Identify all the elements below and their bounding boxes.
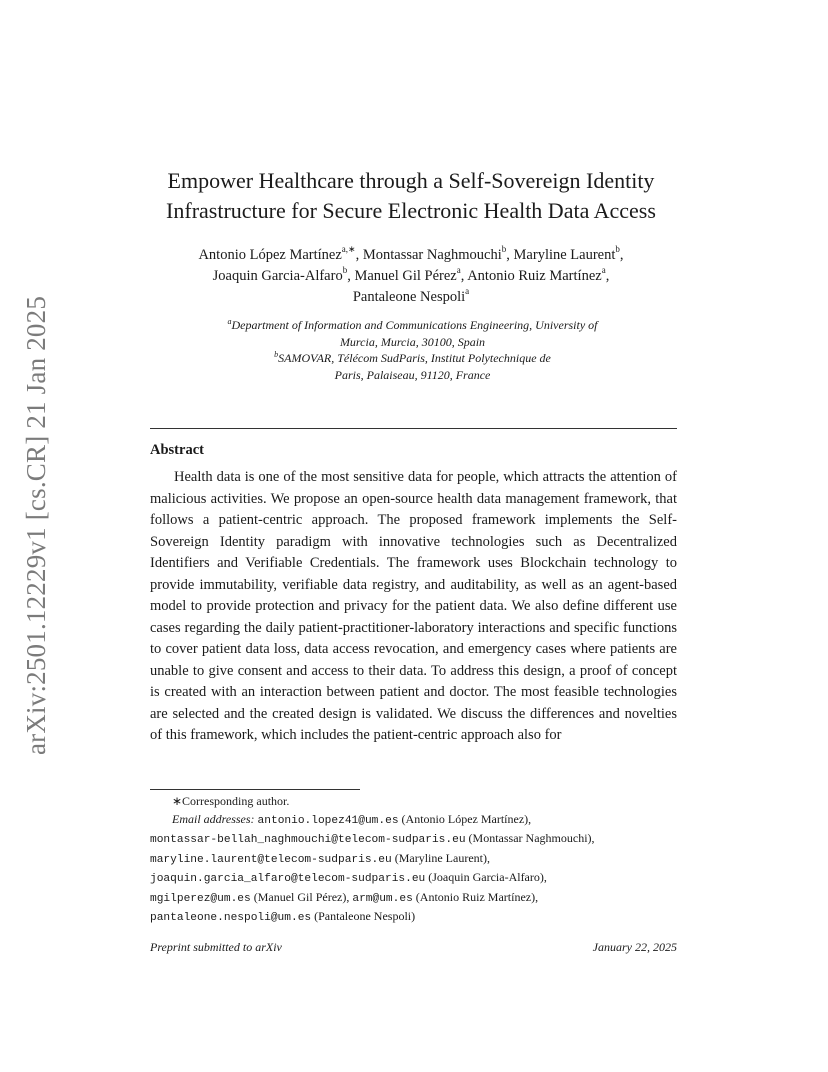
arxiv-sidebar-stamp — [22, 290, 52, 760]
abstract-text: Health data is one of the most sensitive data for people, which attracts the attention of malicious activities. We propose an open-source health data management framework, that follows a patient-centric approach. The proposed framework implements the Self-Sovereign Identity paradigm with innovative technologies such as Decentralized Identifiers and Verifiable Credentials. The framework uses Blockchain technology to provide immutability, verifiable data registry, and auditability, as well as an agent-based model to provide protection and privacy for the patient data. We also define different use cases regarding the daily patient-practitioner-laboratory interactions and specific functions to cover patient data loss, data access revocation, and emergency cases where patients are unable to give consent and access to their data. To address this design, a proof of concept is created with an interaction between patient and doctor. The most feasible technologies are selected and the created design is validated. We discuss the differences and novelties of this framework, which includes the patient-centric approach also for — [150, 469, 677, 743]
affiliation-mark: b — [274, 350, 279, 359]
email-address[interactable]: maryline.laurent@telecom-sudparis.eu — [150, 853, 392, 866]
author-mark: a,∗ — [341, 244, 356, 255]
preprint-date: January 22, 2025 — [592, 940, 677, 954]
abstract-heading: Abstract — [150, 442, 204, 458]
email-address[interactable]: montassar-bellah_naghmouchi@telecom-sudparis.eu — [150, 834, 466, 846]
email-owner: (Pantaleone Nespoli) — [311, 909, 416, 923]
author-mark: a — [601, 265, 606, 276]
email-line — [150, 830, 690, 850]
affiliation-mark: a — [227, 317, 232, 326]
email-line — [150, 850, 690, 870]
author-name: Antonio Ruiz Martínez — [467, 268, 602, 284]
email-address[interactable]: arm@um.es — [352, 892, 413, 905]
email-address[interactable]: joaquin.garcia_alfaro@telecom-sudparis.eu — [150, 873, 426, 885]
email-address[interactable]: antonio.lopez41@um.es — [257, 814, 399, 827]
email-owner: (Antonio López Martínez), — [398, 811, 532, 826]
email-line — [150, 811, 690, 831]
email-owner: (Joaquin Garcia-Alfaro), — [425, 870, 547, 884]
author-line-3 — [120, 287, 702, 308]
paper-title — [120, 166, 702, 226]
affiliation-b: $^b$SAMOVAR, Télécom SudParis, Institut Polytechnique de Paris, Palaiseau, 91120, France — [274, 350, 551, 382]
author-name: Montassar Naghmouchi — [362, 247, 502, 263]
email-owner: (Maryline Laurent), — [391, 850, 490, 865]
email-owner: (Montassar Naghmouchi), — [465, 831, 595, 845]
footnote-rule — [150, 789, 360, 790]
preprint-note: Preprint submitted to arXiv — [150, 940, 282, 954]
email-line — [150, 869, 690, 889]
email-owner: (Antonio Ruiz Martínez), — [412, 889, 539, 904]
affiliations — [150, 317, 675, 383]
abstract-top-rule — [150, 428, 677, 429]
author-mark: b — [501, 244, 507, 255]
author-mark: b — [342, 265, 348, 276]
email-owner: (Manuel Gil Pérez), — [250, 889, 353, 904]
email-line — [150, 908, 690, 928]
title-line-2: Infrastructure for Secure Electronic Health Data Access — [166, 198, 656, 223]
author-line-1: Antonio López Martínez$^{a,∗}$, Montassar Naghmouchi$^b$, Maryline Laurent$^b$, — [198, 244, 624, 263]
author-name: Manuel Gil Pérez — [354, 268, 457, 284]
affiliation-a: $^a$Department of Information and Communications Engineering, University of Murcia, Murcia, 30100, Spain — [227, 317, 598, 349]
author-mark: b — [615, 244, 620, 255]
corresponding-author-note: ∗Corresponding author. — [172, 794, 290, 808]
email-label: Email addresses: — [172, 811, 255, 826]
author-line-2: Joaquin Garcia-Alfaro$^b$, Manuel Gil Pérez$^a$, Antonio Ruiz Martínez$^a$, — [212, 265, 610, 284]
email-line — [150, 889, 690, 909]
author-name: Antonio López Martínez — [198, 247, 342, 263]
footnotes — [150, 793, 690, 928]
author-mark: a — [465, 286, 470, 297]
title-line-1: Empower Healthcare through a Self-Sovereign Identity — [167, 168, 655, 193]
author-name: Maryline Laurent — [513, 247, 616, 263]
email-address[interactable]: mgilperez@um.es — [150, 892, 251, 905]
author-mark: a — [456, 265, 461, 276]
email-address[interactable]: pantaleone.nespoli@um.es — [150, 912, 312, 924]
author-name: Pantaleone Nespoli — [352, 289, 466, 305]
arxiv-identifier: arXiv:2501.12229v1 [cs.CR] 21 Jan 2025 — [21, 295, 52, 755]
author-list — [120, 245, 702, 308]
author-name: Joaquin Garcia-Alfaro — [212, 268, 343, 284]
